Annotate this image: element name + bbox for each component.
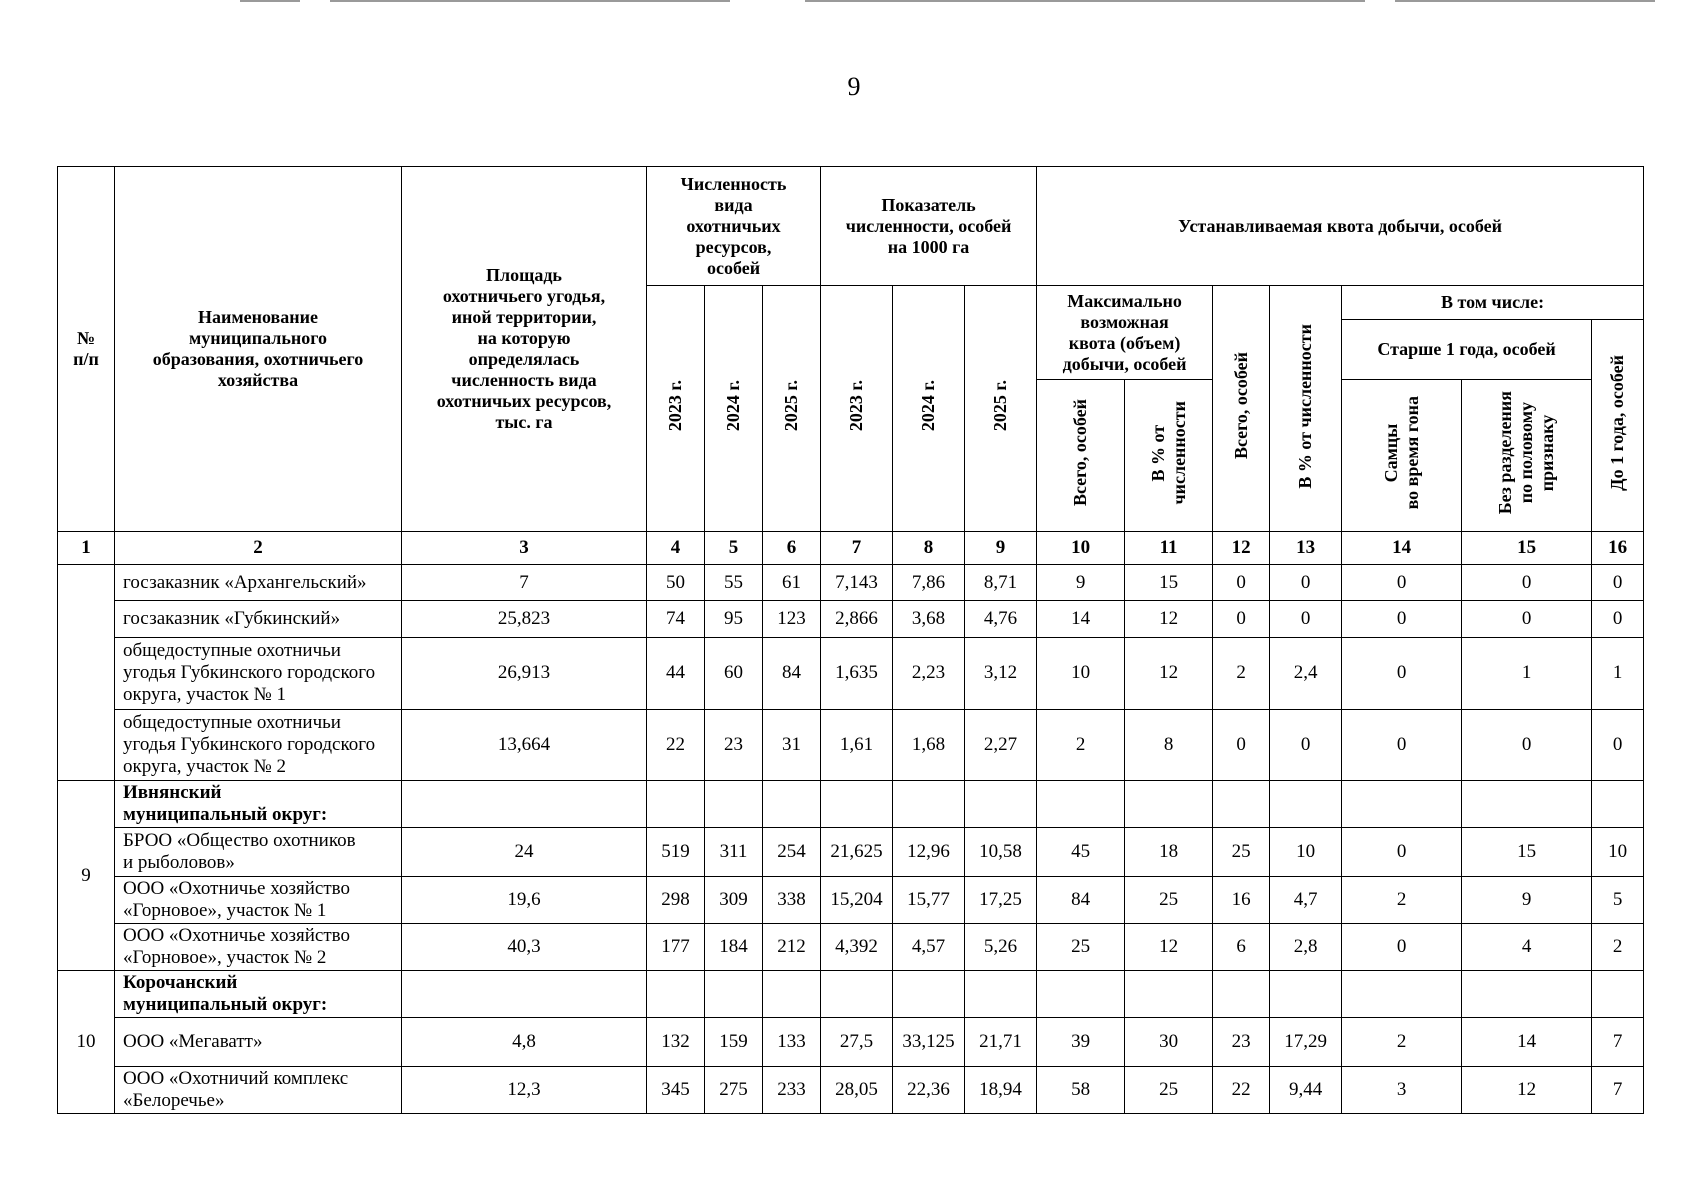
table-cell: 25 [1125,1066,1213,1113]
table-header [58,167,1644,532]
row-name: ООО «Охотничье хозяйство «Горновое», участок № 2 [115,924,402,971]
table-cell: 3,68 [893,601,965,638]
table-cell: 17,25 [965,877,1037,924]
table-cell: 0 [1342,564,1462,601]
empty-cell [763,781,821,828]
table-cell: 2,866 [821,601,893,638]
empty-cell [1037,781,1125,828]
table-cell: 12 [1462,1066,1592,1113]
table-cell: 5,26 [965,924,1037,971]
group-title-row [58,970,1644,1017]
table-cell: 39 [1037,1017,1125,1066]
table-cell: 0 [1462,564,1592,601]
table-cell: 0 [1213,601,1270,638]
table-cell: 6 [1213,924,1270,971]
header-males: Самцы во время гона [1342,380,1462,532]
empty-cell [965,781,1037,828]
table-cell: 9,44 [1270,1066,1342,1113]
table-cell: 8 [1125,709,1213,780]
table-cell: 7 [1592,1017,1644,1066]
table-row [58,601,1644,638]
table-cell: 27,5 [821,1017,893,1066]
empty-cell [1213,781,1270,828]
top-rule [1395,0,1655,2]
row-name: общедоступные охотничьи угодья Губкинского городского округа, участок № 1 [115,638,402,709]
header-older: Старше 1 года, особей [1342,320,1592,380]
table-cell: 16 [1213,877,1270,924]
table-body [58,532,1644,1114]
table-cell: 33,125 [893,1017,965,1066]
table-cell: 338 [763,877,821,924]
empty-cell [705,781,763,828]
table-cell: 298 [647,877,705,924]
table-cell: 10 [1592,828,1644,877]
empty-cell [1125,970,1213,1017]
top-rule [330,0,730,2]
header-count-2024: 2024 г. [705,286,763,532]
empty-cell [647,781,705,828]
header-name: Наименование муниципального образования, охотничьего хозяйства [115,167,402,532]
table-cell: 15,77 [893,877,965,924]
table-cell: 212 [763,924,821,971]
table-cell: 4,57 [893,924,965,971]
column-number: 2 [115,532,402,565]
table-cell: 7,143 [821,564,893,601]
table-cell: 0 [1213,564,1270,601]
header-under1: До 1 года, особей [1592,320,1644,532]
table-cell: 0 [1592,601,1644,638]
table-cell: 233 [763,1066,821,1113]
header-max-pct: В % от численности [1125,380,1213,532]
table-cell: 44 [647,638,705,709]
table-cell: 0 [1462,709,1592,780]
table-row [58,828,1644,877]
header-no-sex: Без разделения по половому признаку [1462,380,1592,532]
table-cell: 22 [1213,1066,1270,1113]
column-number: 8 [893,532,965,565]
column-number: 4 [647,532,705,565]
empty-cell [821,970,893,1017]
table-cell: 31 [763,709,821,780]
table-cell: 2,23 [893,638,965,709]
table-row [58,1017,1644,1066]
table-cell: 12 [1125,638,1213,709]
table-cell: 177 [647,924,705,971]
empty-cell [1342,781,1462,828]
table-cell: 3 [1342,1066,1462,1113]
table-row [58,709,1644,780]
header-num: № п/п [58,167,115,532]
table-cell: 40,3 [402,924,647,971]
group-title: Корочанский муниципальный округ: [115,970,402,1017]
table-cell: 14 [1462,1017,1592,1066]
column-number: 3 [402,532,647,565]
column-number: 12 [1213,532,1270,565]
table-cell: 5 [1592,877,1644,924]
empty-cell [1592,781,1644,828]
row-name: БРОО «Общество охотников и рыболовов» [115,828,402,877]
table-cell: 74 [647,601,705,638]
table-cell: 159 [705,1017,763,1066]
table-cell: 0 [1270,601,1342,638]
empty-cell [1462,970,1592,1017]
header-max-quota: Максимально возможная квота (объем) добычи, особей [1037,286,1213,380]
header-count-group: Численность вида охотничьих ресурсов, особей [647,167,821,286]
column-number: 16 [1592,532,1644,565]
empty-cell [893,970,965,1017]
table-cell: 9 [1462,877,1592,924]
table-cell: 2,4 [1270,638,1342,709]
table-cell: 254 [763,828,821,877]
empty-cell [1213,970,1270,1017]
table-cell: 84 [763,638,821,709]
table-cell: 0 [1342,828,1462,877]
table-cell: 2 [1037,709,1125,780]
table-cell: 25 [1125,877,1213,924]
table-row [58,924,1644,971]
table-cell: 13,664 [402,709,647,780]
table-cell: 95 [705,601,763,638]
empty-cell [1037,970,1125,1017]
table-row [58,564,1644,601]
quota-table [57,166,1644,1114]
column-number: 11 [1125,532,1213,565]
table-cell: 84 [1037,877,1125,924]
table-cell: 9 [1037,564,1125,601]
row-name: госзаказник «Губкинский» [115,601,402,638]
table-cell: 18 [1125,828,1213,877]
empty-cell [893,781,965,828]
column-number: 15 [1462,532,1592,565]
table-cell: 123 [763,601,821,638]
table-cell: 1,61 [821,709,893,780]
empty-cell [647,970,705,1017]
column-number: 14 [1342,532,1462,565]
header-including: В том числе: [1342,286,1644,320]
table-cell: 26,913 [402,638,647,709]
table-cell: 17,29 [1270,1017,1342,1066]
header-density-group: Показатель численности, особей на 1000 га [821,167,1037,286]
table-cell: 14 [1037,601,1125,638]
table-cell: 10 [1270,828,1342,877]
table-cell: 21,71 [965,1017,1037,1066]
table-cell: 25 [1213,828,1270,877]
top-rule [805,0,1365,2]
table-cell: 22 [647,709,705,780]
table-cell: 30 [1125,1017,1213,1066]
top-rule [240,0,300,2]
table-cell: 0 [1270,709,1342,780]
header-area: Площадь охотничьего угодья, иной территории, на которую определялась численность вида охотничьих ресурсов, тыс. га [402,167,647,532]
page-number: 9 [847,72,861,101]
group-title-row [58,781,1644,828]
table-cell: 45 [1037,828,1125,877]
header-count-2025: 2025 г. [763,286,821,532]
row-name: общедоступные охотничьи угодья Губкинского городского округа, участок № 2 [115,709,402,780]
table-row [58,877,1644,924]
empty-cell [1270,781,1342,828]
table-cell: 15 [1462,828,1592,877]
row-name: ООО «Охотничье хозяйство «Горновое», участок № 1 [115,877,402,924]
table-cell: 7 [1592,1066,1644,1113]
column-number: 6 [763,532,821,565]
empty-cell [402,781,647,828]
table-cell: 519 [647,828,705,877]
table-cell: 275 [705,1066,763,1113]
table-row [58,1066,1644,1113]
table-cell: 21,625 [821,828,893,877]
table-cell: 4,8 [402,1017,647,1066]
table-cell: 2,27 [965,709,1037,780]
table-cell: 0 [1592,564,1644,601]
header-total: Всего, особей [1213,286,1270,532]
table-cell: 61 [763,564,821,601]
table-cell: 55 [705,564,763,601]
column-number: 5 [705,532,763,565]
table-cell: 12,3 [402,1066,647,1113]
table-cell: 25 [1037,924,1125,971]
table-cell: 309 [705,877,763,924]
header-pct-of-count: В % от численности [1270,286,1342,532]
table-cell: 1,68 [893,709,965,780]
table-cell: 12,96 [893,828,965,877]
table-cell: 60 [705,638,763,709]
header-count-2023: 2023 г. [647,286,705,532]
empty-cell [1462,781,1592,828]
table-cell: 1,635 [821,638,893,709]
empty-cell [1342,970,1462,1017]
table-cell: 24 [402,828,647,877]
empty-cell [1270,970,1342,1017]
table-cell: 8,71 [965,564,1037,601]
column-numbers-row [58,532,1644,565]
table-cell: 4 [1462,924,1592,971]
table-cell: 15,204 [821,877,893,924]
table-cell: 0 [1592,709,1644,780]
empty-cell [763,970,821,1017]
column-number: 13 [1270,532,1342,565]
header-density-2024: 2024 г. [893,286,965,532]
table-cell: 50 [647,564,705,601]
table-cell: 18,94 [965,1066,1037,1113]
table-cell: 2 [1342,877,1462,924]
column-number: 10 [1037,532,1125,565]
table-cell: 311 [705,828,763,877]
column-number: 7 [821,532,893,565]
table-cell: 4,7 [1270,877,1342,924]
table-cell: 0 [1342,709,1462,780]
row-name: госзаказник «Архангельский» [115,564,402,601]
table-cell: 4,76 [965,601,1037,638]
table-cell: 2 [1342,1017,1462,1066]
table-cell: 12 [1125,924,1213,971]
table-cell: 19,6 [402,877,647,924]
table-cell: 2 [1592,924,1644,971]
table-cell: 132 [647,1017,705,1066]
table-cell: 28,05 [821,1066,893,1113]
table-cell: 7 [402,564,647,601]
table-cell: 2 [1213,638,1270,709]
column-number: 9 [965,532,1037,565]
group-number [58,564,115,780]
table-cell: 58 [1037,1066,1125,1113]
table-cell: 1 [1592,638,1644,709]
table-cell: 0 [1342,924,1462,971]
table-cell: 1 [1462,638,1592,709]
header-quota-group: Устанавливаемая квота добычи, особей [1037,167,1644,286]
table-cell: 2,8 [1270,924,1342,971]
column-number: 1 [58,532,115,565]
table-cell: 15 [1125,564,1213,601]
table-cell: 0 [1342,638,1462,709]
table-cell: 0 [1462,601,1592,638]
empty-cell [1592,970,1644,1017]
table-cell: 7,86 [893,564,965,601]
table-cell: 23 [705,709,763,780]
table-row [58,638,1644,709]
group-number: 10 [58,970,115,1113]
empty-cell [402,970,647,1017]
row-name: ООО «Охотничий комплекс «Белоречье» [115,1066,402,1113]
table-cell: 12 [1125,601,1213,638]
table-cell: 10,58 [965,828,1037,877]
table-cell: 0 [1270,564,1342,601]
table-cell: 184 [705,924,763,971]
empty-cell [821,781,893,828]
group-title: Ивнянский муниципальный округ: [115,781,402,828]
header-density-2025: 2025 г. [965,286,1037,532]
header-max-total: Всего, особей [1037,380,1125,532]
empty-cell [1125,781,1213,828]
table-cell: 25,823 [402,601,647,638]
table-cell: 133 [763,1017,821,1066]
table-cell: 0 [1213,709,1270,780]
table-cell: 0 [1342,601,1462,638]
header-density-2023: 2023 г. [821,286,893,532]
table-cell: 3,12 [965,638,1037,709]
table-cell: 10 [1037,638,1125,709]
empty-cell [965,970,1037,1017]
empty-cell [705,970,763,1017]
table-cell: 345 [647,1066,705,1113]
group-number: 9 [58,781,115,971]
row-name: ООО «Мегаватт» [115,1017,402,1066]
table-cell: 23 [1213,1017,1270,1066]
table-cell: 22,36 [893,1066,965,1113]
table-cell: 4,392 [821,924,893,971]
